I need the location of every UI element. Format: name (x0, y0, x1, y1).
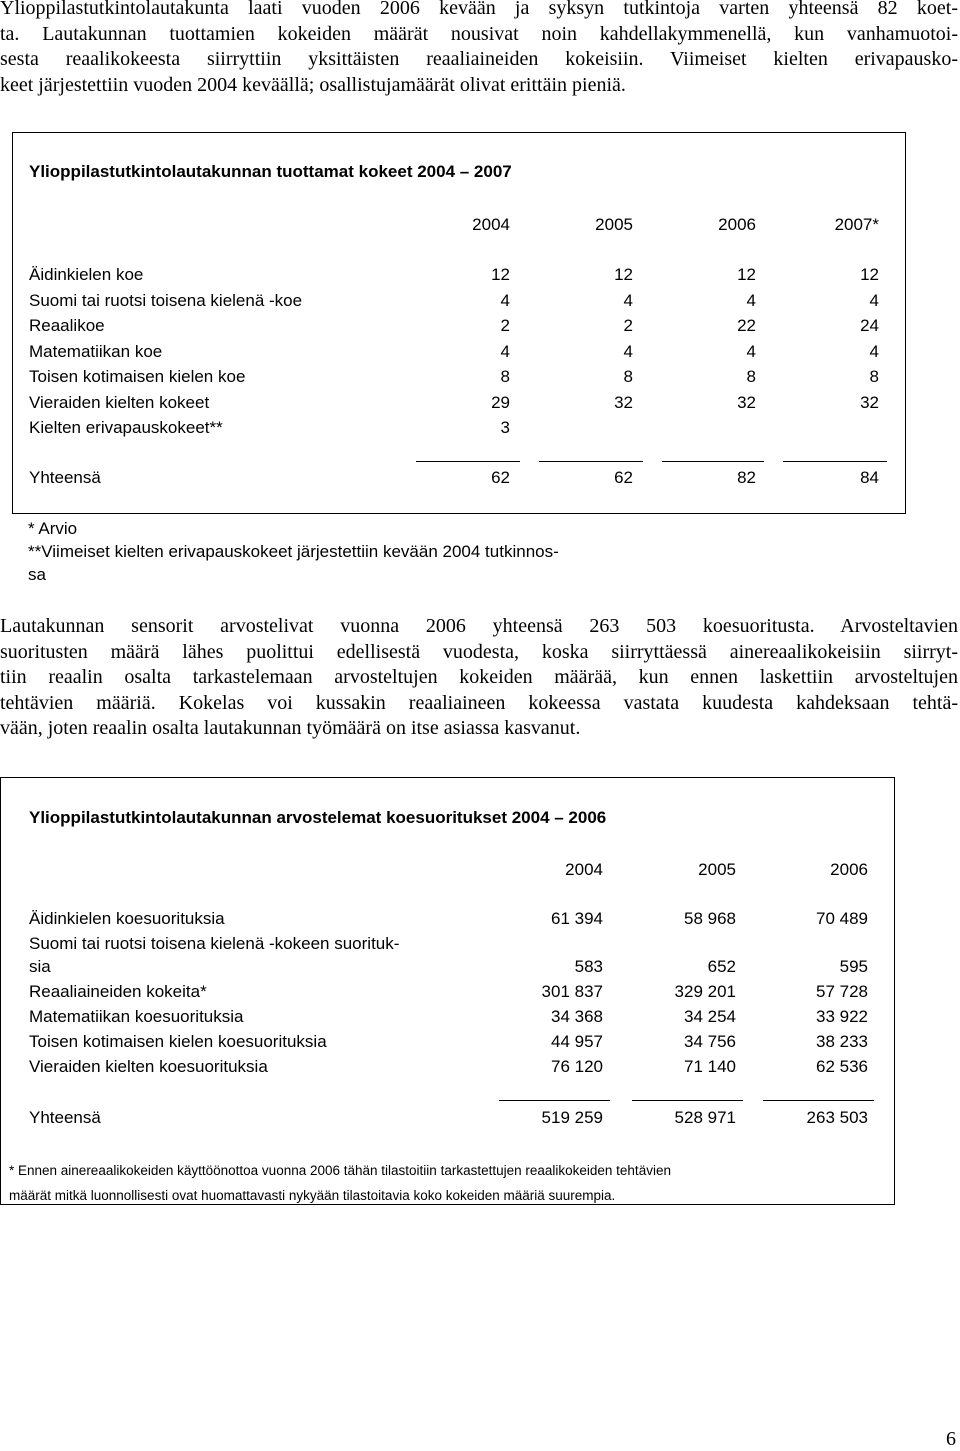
exams-total-value: 62 (614, 468, 633, 487)
exams-row-value: 32 (860, 392, 879, 412)
exams-note: **Viimeiset kielten erivapauskokeet järjestettiin kevään 2004 tutkinnos- (28, 542, 559, 561)
graded-row-label: Toisen kotimaisen kielen koesuorituksia (29, 1032, 327, 1051)
exams-note: sa (28, 565, 46, 584)
exams-total-value: 82 (737, 468, 756, 487)
intro-line: keet järjestettiin vuoden 2004 keväällä; osallistujamäärät olivat erittäin pieniä. (0, 73, 626, 96)
total-rule (632, 1100, 743, 1101)
exams-row-value: 2 (623, 316, 633, 335)
exams-row-label: Suomi tai ruotsi toisena kielenä -koe (29, 290, 303, 310)
exams-row-value: 29 (491, 392, 510, 412)
graded-row-value: 70 489 (816, 909, 868, 928)
graded-row-label: Vieraiden kielten koesuorituksia (29, 1057, 268, 1076)
exams-total-value: 84 (860, 468, 879, 487)
graded-row-value: 583 (574, 957, 603, 976)
graded-total-value: 528 971 (674, 1108, 736, 1127)
exams-year-header: 2007* (834, 215, 879, 234)
exams-note: * Arvio (28, 519, 78, 538)
graded-row-value: 58 968 (684, 909, 736, 928)
exams-row-value: 4 (746, 341, 756, 361)
exams-row-label: Äidinkielen koe (29, 265, 144, 284)
graded-row-value: 595 (839, 957, 868, 976)
middle-line: tehtävien määriä. Kokelas voi kussakin reaaliaineen kokeessa vastata kuudesta kahdeksaan tehtä- (0, 691, 958, 714)
graded-row-value: 62 536 (816, 1057, 868, 1076)
exams-row-label: Toisen kotimaisen kielen koe (29, 367, 246, 386)
graded-year-header: 2004 (565, 860, 603, 879)
exams-row-value: 4 (746, 290, 756, 310)
intro-line: sesta reaalikokeesta siirryttiin yksittäisten reaaliaineiden kokeisiin. Viimeiset kielten erivapausko- (0, 48, 958, 70)
graded-footnote: määrät mitkä luonnollisesti ovat huomattavasti nykyään tilastoitavia koko kokeiden määriä suurempia. (9, 1188, 616, 1203)
exams-table (12, 132, 906, 514)
graded-row-value: 33 922 (816, 1007, 868, 1026)
total-rule (662, 461, 764, 462)
exams-row-label: Vieraiden kielten kokeet (29, 392, 210, 412)
graded-row-label: Reaaliaineiden kokeita* (29, 982, 207, 1001)
exams-row-value: 22 (737, 316, 756, 335)
graded-total-value: 519 259 (541, 1108, 603, 1127)
exams-row-value: 12 (860, 265, 879, 284)
graded-row-label: sia (29, 957, 51, 976)
exams-row-value: 4 (500, 290, 510, 310)
graded-row-value: 61 394 (551, 909, 603, 928)
exams-row-value: 32 (737, 392, 756, 412)
exams-table-title: Ylioppilastutkintolautakunnan tuottamat kokeet 2004 – 2007 (29, 162, 512, 181)
exams-row-value: 12 (737, 265, 756, 284)
exams-row-label: Kielten erivapauskokeet** (29, 418, 223, 437)
exams-year-header: 2005 (595, 215, 633, 234)
exams-year-header: 2006 (718, 215, 756, 234)
exams-row-value: 32 (614, 392, 633, 412)
exams-row-value: 8 (869, 367, 879, 386)
graded-row-label: Äidinkielen koesuorituksia (29, 909, 225, 928)
graded-row-value: 34 756 (684, 1032, 736, 1051)
graded-footnote: * Ennen ainereaalikokeiden käyttöönottoa vuonna 2006 tähän tilastoitiin tarkastettujen reaalikokeiden tehtävien (9, 1163, 671, 1178)
exams-row-value: 8 (500, 367, 510, 386)
graded-table (0, 777, 895, 1205)
total-rule (499, 1100, 610, 1101)
exams-row-value: 4 (623, 341, 633, 361)
middle-line: Lautakunnan sensorit arvostelivat vuonna 2006 yhteensä 263 503 koesuoritusta. Arvosteltavien (0, 615, 958, 637)
exams-row-value: 12 (491, 265, 510, 284)
exams-row-value: 4 (869, 341, 879, 361)
graded-total-label: Yhteensä (29, 1108, 101, 1127)
graded-row-value: 38 233 (816, 1032, 868, 1051)
exams-row-label: Matematiikan koe (29, 341, 163, 361)
graded-row-value: 34 368 (551, 1007, 603, 1026)
exams-row-value: 24 (860, 316, 879, 335)
total-rule (763, 1100, 874, 1101)
middle-paragraph (0, 614, 958, 742)
page-number: 6 (946, 1428, 956, 1450)
graded-row-value: 34 254 (684, 1007, 736, 1026)
total-rule (416, 461, 520, 462)
middle-line: vään, joten reaalin osalta lautakunnan työmäärä on itse asiassa kasvanut. (0, 717, 581, 739)
graded-row-label: Matematiikan koesuorituksia (29, 1007, 244, 1026)
exams-row-label: Reaalikoe (29, 316, 105, 335)
exams-row-value: 3 (500, 418, 510, 437)
graded-row-value: 652 (707, 957, 736, 976)
middle-line: suoritusten määrä lähes puolittui edellisestä vuodesta, koska siirryttäessä ainereaalikokeisiin siirryt- (0, 640, 958, 663)
intro-paragraph (0, 0, 958, 98)
exams-row-value: 12 (614, 265, 633, 284)
exams-row-value: 4 (500, 341, 510, 361)
exams-row-value: 4 (869, 290, 879, 310)
graded-year-header: 2005 (698, 860, 736, 879)
exams-total-label: Yhteensä (29, 468, 101, 487)
exams-row-value: 4 (623, 290, 633, 310)
graded-row-value: 71 140 (684, 1057, 736, 1076)
total-rule (539, 461, 643, 462)
exams-row-value: 8 (623, 367, 633, 386)
graded-table-title: Ylioppilastutkintolautakunnan arvostelemat koesuoritukset 2004 – 2006 (29, 808, 607, 827)
graded-row-value: 57 728 (816, 982, 868, 1001)
graded-year-header: 2006 (830, 860, 868, 879)
graded-row-label: Suomi tai ruotsi toisena kielenä -kokeen suorituk- (29, 934, 400, 953)
exams-row-value: 8 (746, 367, 756, 386)
middle-line: tiin reaalin osalta tarkastelemaan arvosteltujen kokeiden määrää, kun ennen laskettiin arvosteltujen (0, 666, 958, 688)
graded-row-value: 44 957 (551, 1032, 603, 1051)
exams-total-value: 62 (491, 468, 510, 487)
intro-line: Ylioppilastutkintolautakunta laati vuoden 2006 kevään ja syksyn tutkintoja varten yhteensä 82 koet- (0, 0, 958, 19)
graded-row-value: 329 201 (674, 982, 736, 1001)
total-rule (783, 461, 887, 462)
graded-row-value: 76 120 (551, 1057, 603, 1076)
exams-row-value: 2 (500, 316, 510, 335)
exams-year-header: 2004 (472, 215, 510, 234)
graded-total-value: 263 503 (806, 1108, 868, 1127)
intro-line: ta. Lautakunnan tuottamien kokeiden määrät nousivat noin kahdellakymmenellä, kun vanhamuotoi- (0, 22, 958, 45)
graded-row-value: 301 837 (541, 982, 603, 1001)
